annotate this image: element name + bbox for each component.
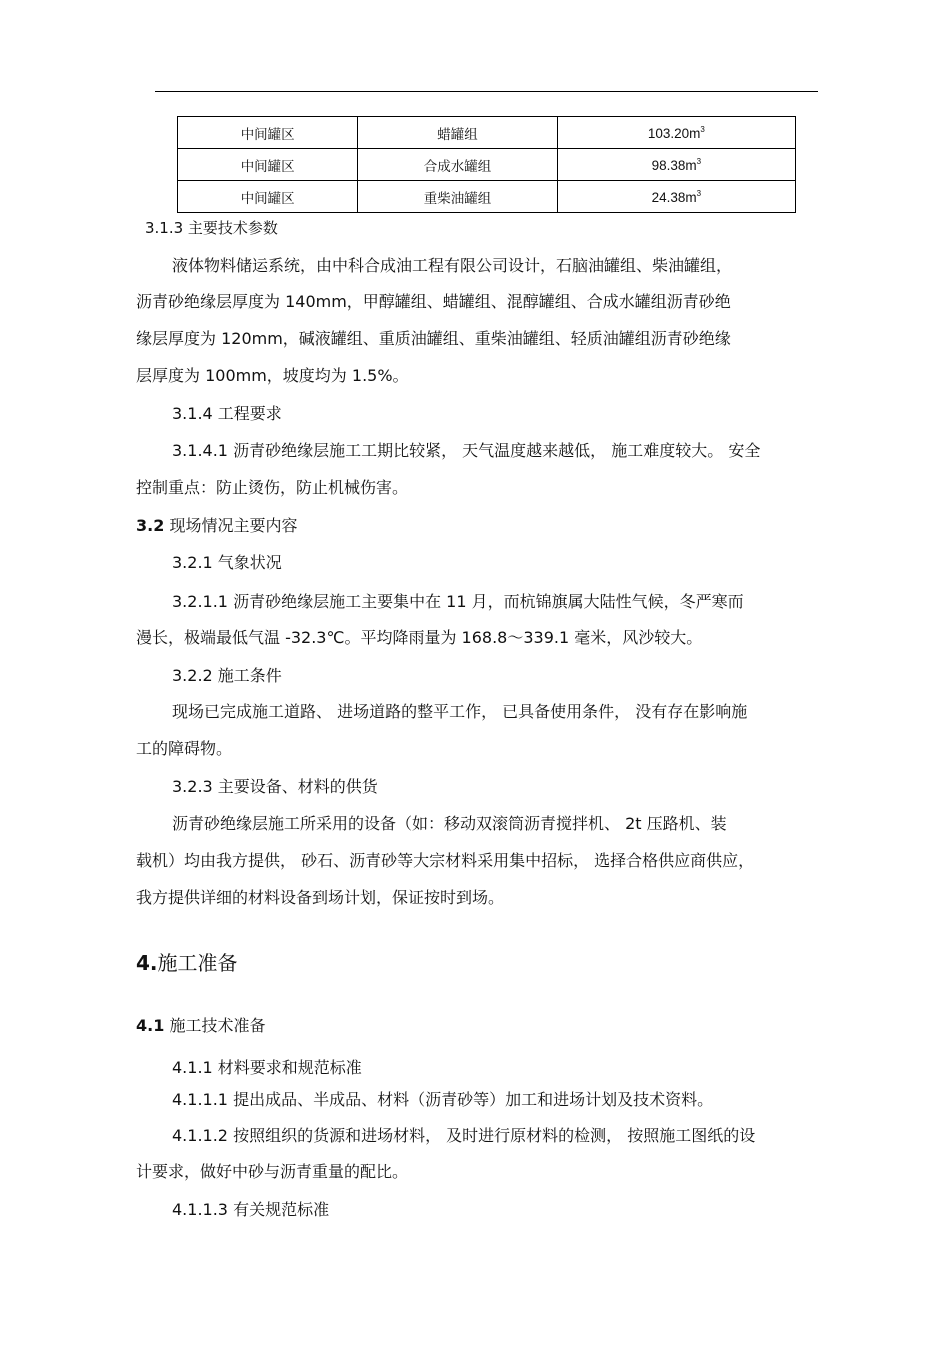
table-cell-volume: $98.38m^3$ xyxy=(557,149,795,181)
paragraph-line: 工的障碍物。 xyxy=(136,739,233,758)
paragraph-line: 3.2.1.1 沥青砂绝缘层施工主要集中在 11 月，而杭锦旗属大陆性气候，冬严寒而 xyxy=(172,592,744,611)
section-3-1-3-heading: 3.1.3 主要技术参数 xyxy=(145,219,278,237)
paragraph-line: 控制重点：防止烫伤，防止机械伤害。 xyxy=(136,478,409,497)
table-cell-group: 合成水罐组 xyxy=(358,149,557,181)
section-3-2-1-heading: 3.2.1 气象状况 xyxy=(172,553,282,572)
table-cell-group: 重柴油罐组 xyxy=(358,181,557,213)
table-cell-volume: $103.20m^3$ xyxy=(557,117,795,149)
section-3-1-4-heading: 3.1.4 工程要求 xyxy=(172,404,282,423)
section-4-heading: 4.施工准备 xyxy=(136,951,238,975)
section-3-2-heading: 3.2 现场情况主要内容 xyxy=(136,516,298,535)
tank-volume-table xyxy=(177,116,796,213)
paragraph-line: 载机）均由我方提供， 砂石、沥青砂等大宗材料采用集中招标， 选择合格供应商供应， xyxy=(136,851,755,870)
table-row xyxy=(178,149,796,181)
section-3-2-2-heading: 3.2.2 施工条件 xyxy=(172,666,282,685)
table-cell-area: 中间罐区 xyxy=(178,149,358,181)
paragraph-line: 液体物料储运系统，由中科合成油工程有限公司设计，石脑油罐组、柴油罐组， xyxy=(172,256,733,275)
paragraph-line: 计要求，做好中砂与沥青重量的配比。 xyxy=(136,1162,409,1181)
paragraph-line: 4.1.1.3 有关规范标准 xyxy=(172,1200,330,1219)
paragraph-line: 现场已完成施工道路、 进场道路的整平工作， 已具备使用条件， 没有存在影响施 xyxy=(172,702,748,721)
paragraph-line: 沥青砂绝缘层厚度为 140mm，甲醇罐组、蜡罐组、混醇罐组、合成水罐组沥青砂绝 xyxy=(136,292,731,311)
table-cell-area: 中间罐区 xyxy=(178,181,358,213)
table-cell-area: 中间罐区 xyxy=(178,117,358,149)
paragraph-line: 4.1.1.2 按照组织的货源和进场材料， 及时进行原材料的检测， 按照施工图纸的设 xyxy=(172,1126,756,1145)
section-4-1-heading: 4.1 施工技术准备 xyxy=(136,1016,266,1035)
paragraph-line: 3.1.4.1 沥青砂绝缘层施工工期比较紧， 天气温度越来越低， 施工难度较大。 安全 xyxy=(172,441,761,460)
header-rule xyxy=(155,91,818,92)
section-4-1-1-heading: 4.1.1 材料要求和规范标准 xyxy=(172,1058,362,1077)
paragraph-line: 4.1.1.1 提出成品、半成品、材料（沥青砂等）加工和进场计划及技术资料。 xyxy=(172,1090,714,1109)
table-cell-group: 蜡罐组 xyxy=(358,117,557,149)
paragraph-line: 漫长，极端最低气温 -32.3℃。平均降雨量为 168.8～339.1 毫米，风沙较大。 xyxy=(136,628,703,647)
table-cell-volume: $24.38m^3$ xyxy=(557,181,795,213)
paragraph-line: 层厚度为 100mm，坡度均为 1.5%。 xyxy=(136,366,409,385)
paragraph-line: 缘层厚度为 120mm，碱液罐组、重质油罐组、重柴油罐组、轻质油罐组沥青砂绝缘 xyxy=(136,329,731,348)
paragraph-line: 沥青砂绝缘层施工所采用的设备（如：移动双滚筒沥青搅拌机、 2t 压路机、装 xyxy=(172,814,727,833)
paragraph-line: 我方提供详细的材料设备到场计划，保证按时到场。 xyxy=(136,888,505,907)
section-3-2-3-heading: 3.2.3 主要设备、材料的供货 xyxy=(172,777,378,796)
table-row xyxy=(178,117,796,149)
table-row xyxy=(178,181,796,213)
